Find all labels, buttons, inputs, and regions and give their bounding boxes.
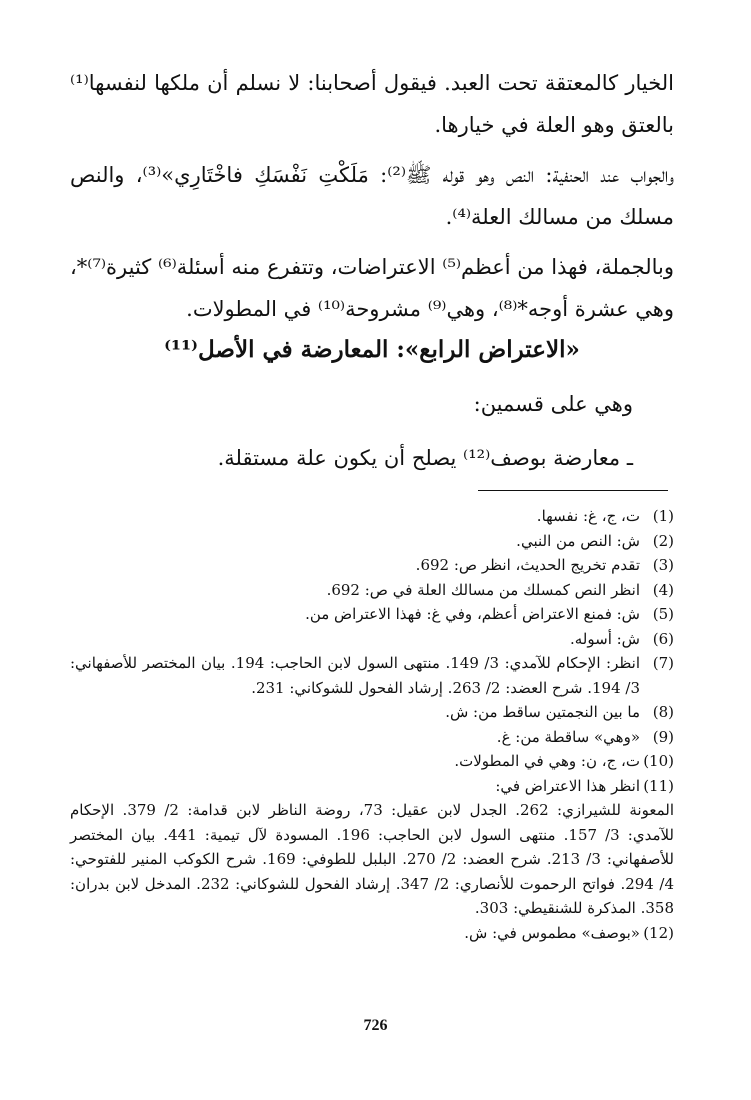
footnote-text: انظر: الإحكام للآمدي: 3/ 149. منتهى السول لابن الحاجب: 194. بيان المختصر للأصفهاني: 3/ 194. شرح العضد: 2/ 263. إرشاد الفحول للشوكاني: 231.: [70, 654, 641, 697]
footnote-number: (6): [652, 629, 674, 648]
footnote-number: (4): [652, 580, 674, 599]
footnote: [70, 749, 674, 774]
footnote-number: (11): [643, 776, 674, 795]
footnote: [70, 921, 674, 946]
paragraph-3: وبالجملة، فهذا من أعظم⁽⁵⁾ الاعتراضات، وتتفرع منه أسئلة⁽⁶⁾ كثيرة⁽⁷⁾*، وهي عشرة أوجه*⁽⁸⁾، وهي⁽⁹⁾ مشروحة⁽¹⁰⁾ في المطولات.: [70, 255, 674, 321]
footnote: [70, 578, 674, 603]
section-heading: «الاعتراض الرابع»: المعارضة في الأصل⁽¹¹⁾: [164, 336, 580, 363]
footnote-text: ما بين النجمتين ساقط من: ش.: [445, 703, 640, 721]
footnote-number: (9): [652, 727, 674, 746]
subsection-item: ـ معارضة بوصف⁽¹²⁾ يصلح أن يكون علة مستقلة.: [217, 446, 633, 470]
footnote-number: (2): [652, 531, 674, 550]
footnote-text: تقدم تخريج الحديث، انظر ص: 692.: [415, 556, 640, 574]
footnote: [70, 700, 674, 725]
footnote: [70, 774, 674, 799]
footnote-text: ش: أسوله.: [570, 629, 640, 648]
footnote: [70, 529, 674, 554]
footnote-number: (5): [652, 605, 674, 623]
footnotes: [70, 504, 674, 945]
footnote: [70, 627, 674, 652]
footnote-text: ش: فمنع الاعتراض أعظم، وفي غ: فهذا الاعتراض من.: [305, 605, 640, 623]
footnote-number: (7): [652, 654, 674, 672]
footnote-number: (10): [643, 752, 674, 770]
footnote-references: [70, 798, 674, 921]
footnote-text: «بوصف» مطموس في: ش.: [464, 923, 640, 942]
footnote-text: ش: النص من النبي.: [516, 531, 640, 550]
footnote-number: (1): [652, 507, 674, 525]
footnote: [70, 651, 674, 700]
footnote: [70, 725, 674, 750]
main-text: [70, 62, 674, 330]
footnote-text: «وهي» ساقطة من: غ.: [496, 727, 640, 746]
paragraph-2: والجواب عند الحنفية: النص وهو قوله ﷺ⁽²⁾: مَلَكْتِ نَفْسَكِ فاخْتَارِي»⁽³⁾، والنص مسلك من مسالك العلة⁽⁴⁾.: [70, 163, 674, 229]
footnote-number: (12): [643, 923, 674, 942]
subsection-intro: وهي على قسمين:: [473, 392, 633, 416]
footnote: [70, 553, 674, 578]
footnote-number: (8): [652, 703, 674, 721]
footnote-number: (3): [652, 556, 674, 574]
page-number: 726: [363, 1017, 388, 1034]
footnote-text: ت، ج، غ: نفسها.: [536, 507, 640, 525]
footnote-text: انظر النص كمسلك من مسالك العلة في ص: 692.: [326, 580, 640, 599]
paragraph-1: الخيار كالمعتقة تحت العبد. فيقول أصحابنا: لا نسلم أن ملكها لنفسها⁽¹⁾ بالعتق وهو العلة في خيارها.: [70, 71, 674, 137]
footnote-references-text: المعونة للشيرازي: 262. الجدل لابن عقيل: 73، روضة الناظر لابن قدامة: 2/ 379. الإحكام للآمدي: 3/ 157. منتهى السول لابن الحاجب: 196. المسودة لآل تيمية: 441. بيان المختصر للأصفهاني: 3/ 213. شرح العضد: 2/ 270. البلبل للطوفي: 169. شرح الكوكب المنير للفتوحي: 4/ 294. فواتح الرحموت للأنصاري: 2/ 347. إرشاد الفحول للشوكاني: 232. المدخل لابن بدران: 358. المذكرة للشنقيطي: 303.: [70, 801, 674, 917]
footnote-text: ت، ج، ن: وهي في المطولات.: [454, 752, 640, 770]
footnote: [70, 602, 674, 627]
footnote-text: انظر هذا الاعتراض في:: [495, 776, 640, 795]
footnote-divider: [478, 490, 668, 491]
footnote: [70, 504, 674, 529]
